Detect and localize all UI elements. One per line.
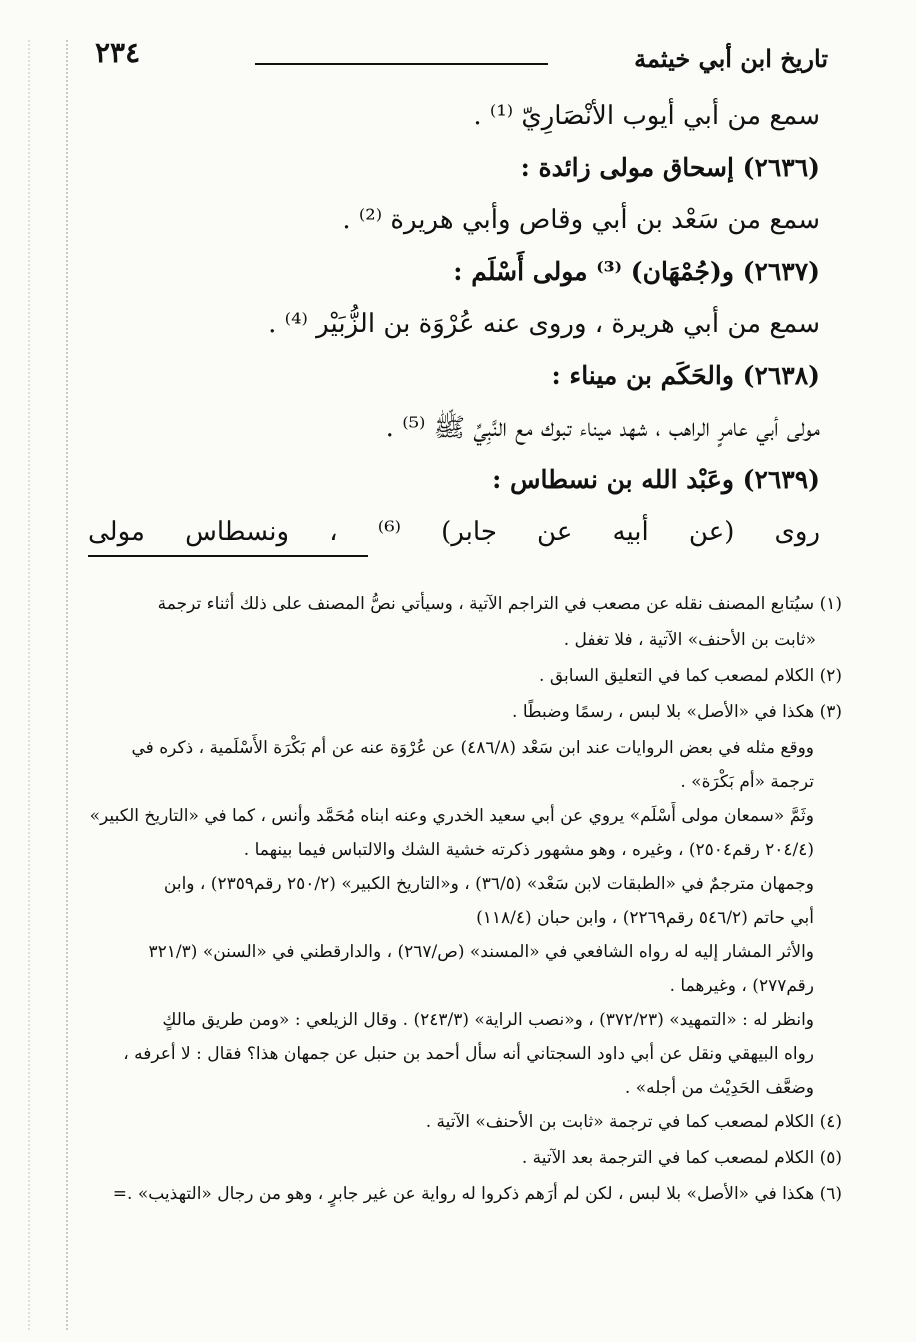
- book-title: تاريخ ابن أبي خيثمة: [634, 44, 828, 73]
- footnote: (١) سيُتابع المصنف نقله عن مصعب في التراجم الآتية ، وسيأتي نصُّ المصنف على ذلك أثناء ترجمة: [157, 594, 842, 614]
- footnote-paragraph: ترجمة «أم بَكْرَة» .: [680, 772, 814, 792]
- footnote: (٢) الكلام لمصعب كما في التعليق السابق .: [539, 666, 842, 686]
- text-line: روى (عن أبيه عن جابر) ⁽⁶⁾ ، ونسطاس مولى: [88, 517, 820, 547]
- footnote-continuation: «ثابت بن الأحنف» الآتية ، فلا تغفل .: [563, 630, 816, 650]
- footnote-paragraph: رقم٢٧٧) ، وغيرهما .: [669, 976, 814, 996]
- footnote: (٣) هكذا في «الأصل» بلا لبس ، رسمًا وضبطًا .: [512, 702, 842, 722]
- footnote: (٥) الكلام لمصعب كما في الترجمة بعد الآتية .: [521, 1148, 842, 1168]
- footnote-paragraph: (٢٠٤/٤ رقم٢٥٠٤) ، وغيره ، وهو مشهور ذكرته خشية الشك والالتباس فيما بينهما .: [243, 840, 814, 860]
- scan-edge-marks-outer: [28, 40, 30, 1330]
- footnote-paragraph: والأثر المشار إليه له رواه الشافعي في «المسند» (ص/٢٦٧) ، والدارقطني في «السنن» (٣٢١/٣: [148, 942, 814, 962]
- entry-heading: (٢٦٣٧) و(جُمْهَان) ⁽³⁾ مولى أَسْلَم :: [453, 257, 820, 286]
- footnote-separator: [88, 555, 368, 557]
- text-line: مولى أبي عامرٍ الراهب ، شهد ميناء تبوك مع النَّبِيِّ ﷺ ⁽⁵⁾ .: [385, 413, 820, 443]
- entry-heading: (٢٦٣٨) والحَكَم بن ميناء :: [551, 361, 820, 390]
- main-text: [88, 90, 820, 558]
- text-line: سمع من أبي أيوب الأنْصَارِيّ ⁽¹⁾ .: [473, 101, 820, 131]
- footnotes: [86, 590, 842, 1216]
- entry-heading: (٢٦٣٩) وعَبْد الله بن نسطاس :: [492, 465, 820, 494]
- running-header: [95, 36, 828, 76]
- footnote-paragraph: وضعَّف الحَدِيْث من أجله» .: [624, 1078, 814, 1098]
- scan-edge-marks: [66, 40, 68, 1330]
- footnote-paragraph: وجمهان مترجمٌ في «الطبقات لابن سَعْد» (٣٦/٥) ، و«التاريخ الكبير» (٢٥٠/٢ رقم٢٣٥٩) ، وابن: [163, 874, 814, 894]
- footnote-paragraph: أبي حاتم (٥٤٦/٢ رقم٢٢٦٩) ، وابن حبان (١١٨/٤): [476, 908, 814, 928]
- footnote-paragraph: وانظر له : «التمهيد» (٣٧٢/٢٣) ، و«نصب الراية» (٢٤٣/٣) . وقال الزيلعي : «ومن طريق مالكٍ: [162, 1010, 814, 1030]
- entry-heading: (٢٦٣٦) إسحاق مولى زائدة :: [520, 153, 820, 182]
- footnote: (٦) هكذا في «الأصل» بلا لبس ، لكن لم أرَهم ذكروا له رواية عن غير جابرٍ ، وهو من رجال «التهذيب» .=: [112, 1184, 842, 1204]
- footnote-paragraph: رواه البيهقي ونقل عن أبي داود السجتاني أنه سأل أحمد بن حنبل عن جمهان هذا؟ فقال : لا أعرفه ،: [123, 1044, 814, 1064]
- footnote: (٤) الكلام لمصعب كما في ترجمة «ثابت بن الأحنف» الآتية .: [425, 1112, 842, 1132]
- footnote-paragraph: ووقع مثله في بعض الروايات عند ابن سَعْد (٤٨٦/٨) عن عُرْوَة عنه عن أم بَكْرَة الأَسْلَمية ، ذكره في: [131, 738, 814, 758]
- text-line: سمع من أبي هريرة ، وروى عنه عُرْوَة بن الزُّبَيْر ⁽⁴⁾ .: [268, 309, 820, 339]
- footnote-paragraph: وثَمَّ «سمعان مولى أَسْلَم» يروي عن أبي سعيد الخدري وعنه ابناه مُحَمَّد وأنس ، كما في «التاريخ الكبير»: [89, 806, 814, 826]
- header-rule: [255, 63, 548, 65]
- text-line: سمع من سَعْد بن أبي وقاص وأبي هريرة ⁽²⁾ .: [342, 205, 820, 235]
- page-number: ٢٣٤: [95, 36, 141, 69]
